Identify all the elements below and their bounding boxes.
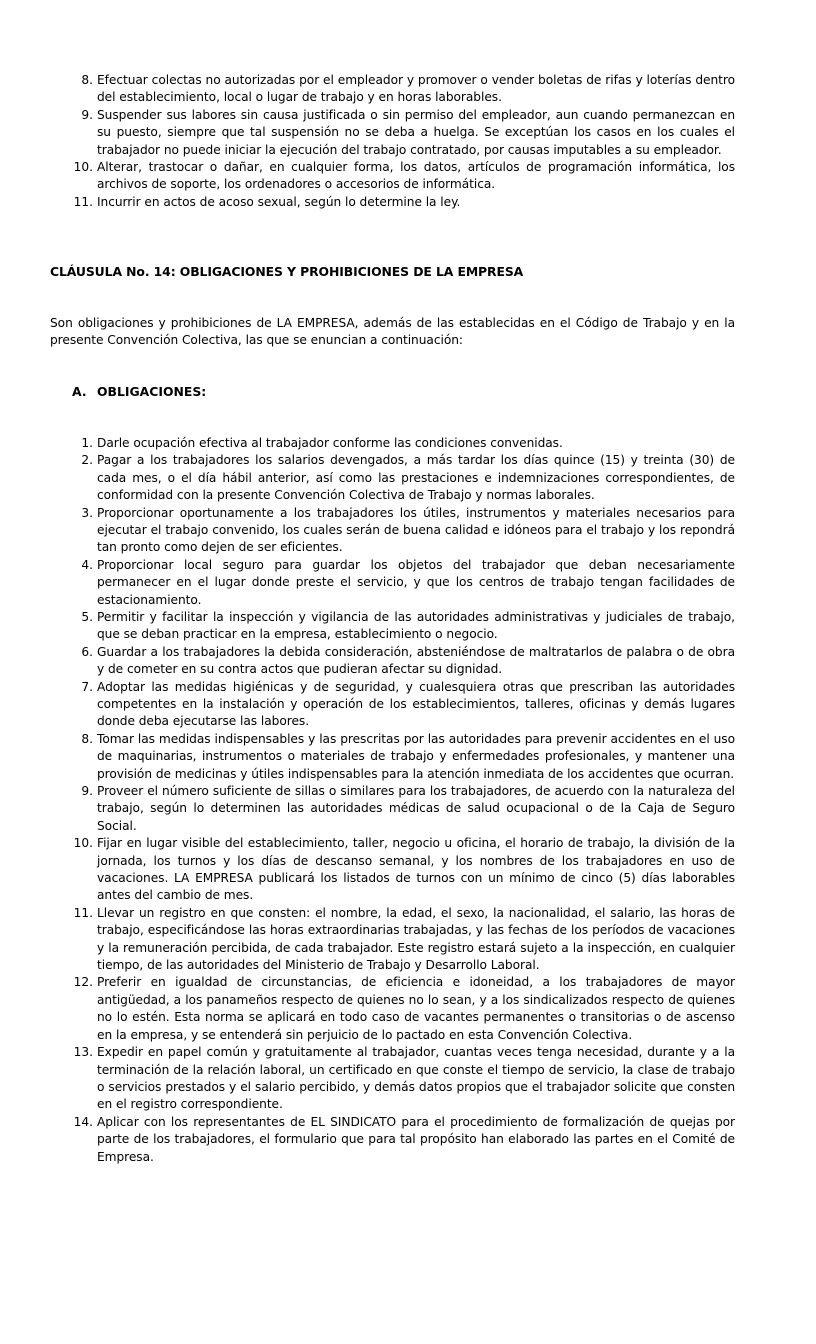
list-item-number: 9. xyxy=(81,107,93,122)
table-row xyxy=(60,644,735,679)
list-item-text: Aplicar con los representantes de EL SINDICATO para el procedimiento de formalización de quejas por parte de los trabajadores, el formulario que para tal propósito han elaborado las partes en el Comité de Empresa. xyxy=(97,1114,735,1164)
table-row xyxy=(60,609,735,644)
list-item-text: Pagar a los trabajadores los salarios devengados, a más tardar los días quince (15) y treinta (30) de cada mes, o el día hábil anterior, así como las prestaciones e indemnizaciones correspondientes, de conformidad con la presente Convención Colectiva de Trabajo y normas laborales. xyxy=(97,453,735,503)
clause-intro-paragraph: Son obligaciones y prohibiciones de LA EMPRESA, además de las establecidas en el Código de Trabajo y en la presente Convención Colectiva, las que se enuncian a continuación: xyxy=(50,315,735,348)
table-row xyxy=(60,679,735,731)
list-item-text: Proveer el número suficiente de sillas o similares para los trabajadores, de acuerdo con la naturaleza del trabajo, según lo determinen las autoridades médicas de salud ocupacional o de la Caja de Seguro Social. xyxy=(97,784,735,833)
list-item-number: 12. xyxy=(73,975,93,990)
list-item-number: 10. xyxy=(73,160,93,175)
list-item-text: Incurrir en actos de acoso sexual, según lo determine la ley. xyxy=(97,194,461,209)
list-item-number: 6. xyxy=(81,644,93,659)
list-item-text: Darle ocupación efectiva al trabajador conforme las condiciones convenidas. xyxy=(97,435,563,450)
list-item xyxy=(60,194,735,211)
list-item xyxy=(60,107,735,159)
list-item-number: 8. xyxy=(81,73,93,87)
list-item-number: 2. xyxy=(81,453,93,468)
table-row xyxy=(60,452,735,504)
list-item-number: 5. xyxy=(81,609,93,624)
list-item-text: Tomar las medidas indispensables y las prescritas por las autoridades para prevenir accidentes en el uso de maquinarias, instrumentos o materiales de trabajo y enfermedades profesionales, y mantener una provisión de medicinas y útiles indispensables para la atención inmediata de los accidentes que ocurran. xyxy=(97,731,735,781)
list-item-text: Guardar a los trabajadores la debida consideración, absteniéndose de maltratarlos de palabra o de obra y de cometer en su contra actos que pudieran afectar su dignidad. xyxy=(97,644,735,677)
table-row xyxy=(60,505,735,557)
list-item-number: 4. xyxy=(81,557,93,572)
list-item-number: 8. xyxy=(81,731,93,746)
list-item-text: Preferir en igualdad de circunstancias, de eficiencia e idoneidad, a los trabajadores de mayor antigüedad, a los panameños respecto de quienes no lo sean, y a los sindicalizados respecto de quienes no lo estén. Esta norma se aplicará en todo caso de vacantes permanentes o transitorias o de ascenso en la empresa, y se entenderá sin perjuicio de lo pactado en esta Convención Colectiva. xyxy=(97,975,735,1042)
list-item xyxy=(60,159,735,194)
list-item-number: 14. xyxy=(73,1114,93,1129)
list-item-number: 3. xyxy=(81,505,93,520)
table-row xyxy=(60,905,735,975)
list-item-number: 10. xyxy=(73,836,93,851)
table-row xyxy=(60,435,735,452)
section-a-heading xyxy=(50,383,735,400)
list-item-text: Llevar un registro en que consten: el nombre, la edad, el sexo, la nacionalidad, el salario, las horas de trabajo, especificándose las horas extraordinarias trabajadas, y las fechas de los períodos de vacaciones y la remuneración percibida, de cada trabajador. Este registro estará sujeto a la inspección, en cualquier tiempo, de las autoridades del Ministerio de Trabajo y Desarrollo Laboral. xyxy=(97,905,735,973)
table-row xyxy=(60,783,735,835)
list-item-text: Adoptar las medidas higiénicas y de seguridad, y cualesquiera otras que prescriban las autoridades competentes en la instalación y operación de los establecimientos, talleres, oficinas y demás lugares donde deba ejecutarse las labores. xyxy=(97,679,735,729)
prohibitions-continued-list xyxy=(50,72,735,211)
obligations-list xyxy=(50,435,735,1166)
list-item-number: 11. xyxy=(73,905,93,920)
table-row xyxy=(60,1044,735,1114)
list-item-number: 1. xyxy=(81,435,93,450)
table-row xyxy=(60,557,735,609)
list-item-text: Permitir y facilitar la inspección y vigilancia de las autoridades administrativas y judiciales de trabajo, que se deban practicar en la empresa, establecimiento o negocio. xyxy=(97,609,735,642)
list-item-number: 7. xyxy=(81,679,93,694)
list-item-text: Proporcionar oportunamente a los trabajadores los útiles, instrumentos y materiales necesarios para ejecutar el trabajo convenido, los cuales serán de buena calidad e idóneos para el trabajo y los repondrá tan pronto como dejen de ser eficientes. xyxy=(97,505,735,555)
spacer xyxy=(50,349,735,383)
clause-heading: CLÁUSULA No. 14: OBLIGACIONES Y PROHIBICIONES DE LA EMPRESA xyxy=(50,264,524,280)
table-row xyxy=(60,731,735,783)
list-item-text: Alterar, trastocar o dañar, en cualquier forma, los datos, artículos de programación informática, los archivos de soporte, los ordenadores o accesorios de informática. xyxy=(97,160,735,192)
list-item xyxy=(60,72,735,107)
spacer xyxy=(50,401,735,435)
table-row xyxy=(60,974,735,1044)
section-a-label: OBLIGACIONES: xyxy=(97,384,207,400)
section-a-letter: A. xyxy=(72,384,87,400)
list-item-text: Fijar en lugar visible del establecimiento, taller, negocio u oficina, el horario de trabajo, la división de la jornada, los turnos y los días de descanso semanal, y los nombres de los trabajadores en uso de vacaciones. LA EMPRESA publicará los listados de turnos con un mínimo de cinco (5) días laborables antes del cambio de mes. xyxy=(97,836,735,903)
list-item-text: Efectuar colectas no autorizadas por el empleador y promover o vender boletas de rifas y loterías dentro del establecimiento, local o lugar de trabajo y en horas laborables. xyxy=(97,73,735,105)
list-item-text: Suspender sus labores sin causa justificada o sin permiso del empleador, aun cuando permanezcan en su puesto, siempre que tal suspensión no se deba a huelga. Se exceptúan los casos en los cuales el trabajador no puede iniciar la ejecución del trabajo contratado, por causas imputables a su empleador. xyxy=(97,107,735,157)
list-item-text: Proporcionar local seguro para guardar los objetos del trabajador que deban necesariamente permanecer en el lugar donde preste el servicio, y que los centros de trabajo tengan facilidades de estacionamiento. xyxy=(97,557,735,607)
table-row xyxy=(60,1114,735,1166)
list-item-number: 11. xyxy=(73,194,93,209)
list-item-text: Expedir en papel común y gratuitamente al trabajador, cuantas veces tenga necesidad, durante y a la terminación de la relación laboral, un certificado en que conste el tiempo de servicio, la clase de trabajo o servicios prestados y el salario percibido, y demás datos propios que el trabajador solicite que consten en el registro correspondiente. xyxy=(97,1045,735,1112)
list-item-number: 13. xyxy=(73,1045,93,1060)
spacer xyxy=(50,211,735,263)
spacer xyxy=(50,281,735,315)
table-row xyxy=(60,835,735,905)
list-item-number: 9. xyxy=(81,784,93,798)
